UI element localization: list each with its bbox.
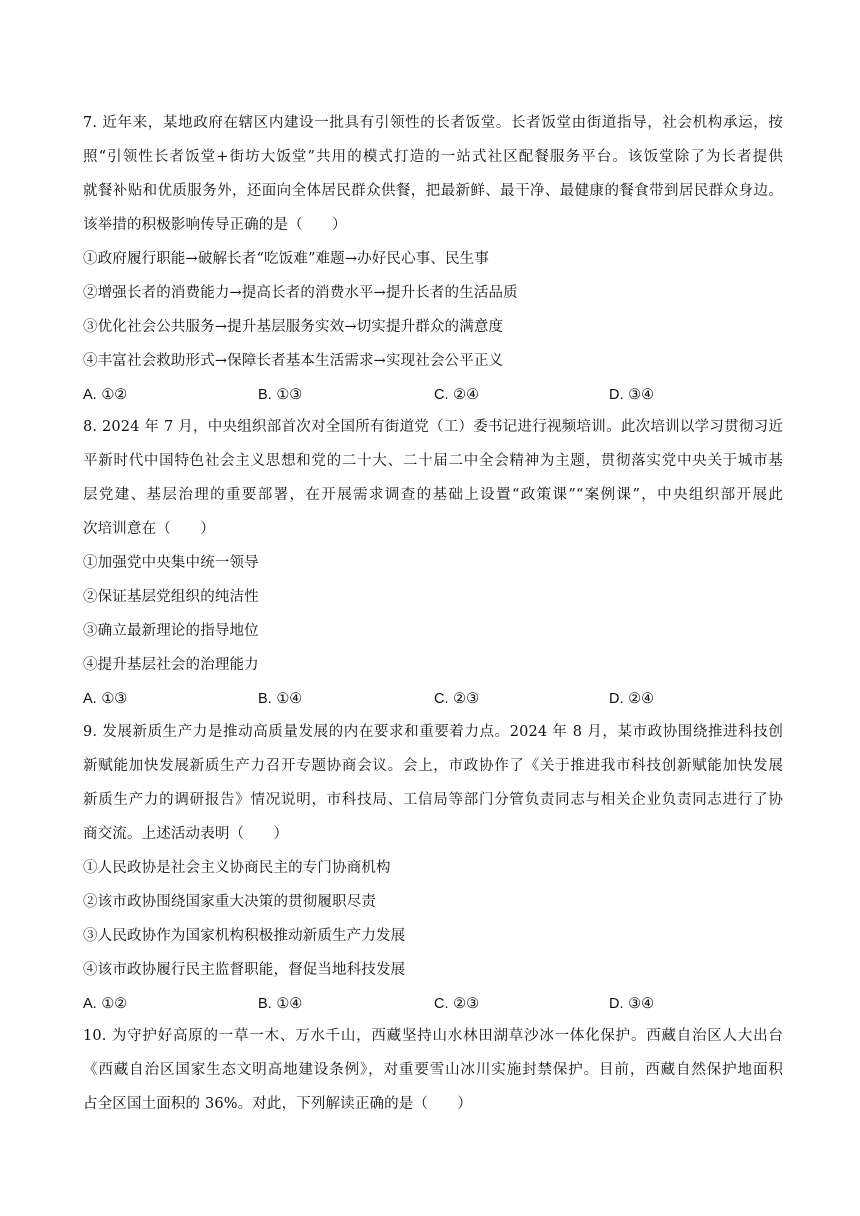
statement-3: ③优化社会公共服务→提升基层服务实效→切实提升群众的满意度 [83,319,504,335]
stem-line: 平新时代中国特色社会主义思想和党的二十大、二十届二中全会精神为主题，贯彻落实党中央关于城市基 [83,453,783,469]
statement-3: ③人民政协作为国家机构积极推动新质生产力发展 [83,928,406,944]
statement-1: ①政府履行职能→破解长者“吃饭难”难题→办好民心事、民生事 [83,251,489,267]
option-letter: C. [434,387,449,403]
option-text: ①③ [276,387,303,403]
stem-line: 占全区国土面积的 36%。对此，下列解读正确的是（ ） [83,1096,473,1112]
stem-line: 该举措的积极影响传导正确的是（ ） [83,217,347,233]
statement-3: ③确立最新理论的指导地位 [83,623,259,639]
stem-line: 层党建、基层治理的重要部署，在开展需求调查的基础上设置“政策课”“案例课”，中央组织部开展此 [83,487,783,503]
question-stem [83,715,783,851]
option-c[interactable] [434,987,479,1021]
option-text: ①④ [276,691,303,707]
option-text: ②③ [453,996,480,1012]
option-letter: A. [83,387,97,403]
statement-2: ②增强长者的消费能力→提高长者的消费水平→提升长者的生活品质 [83,285,518,301]
option-text: ②③ [453,691,480,707]
statement-4: ④该市政协履行民主监督职能，督促当地科技发展 [83,962,406,978]
stem-line: 新赋能加快发展新质生产力召开专题协商会议。会上，市政协作了《关于推进我市科技创新赋能加快发展 [83,758,783,774]
question-7 [83,106,783,412]
stem-line: 《西藏自治区国家生态文明高地建设条例》，对重要雪山冰川实施封禁保护。目前，西藏自然保护地面积 [83,1062,783,1078]
stem-line: 就餐补贴和优质服务外，还面向全体居民群众供餐，把最新鲜、最干净、最健康的餐食带到居民群众身边。 [83,183,783,199]
option-letter: B. [258,996,272,1012]
option-text: ①② [101,387,128,403]
option-letter: D. [609,996,624,1012]
stem-line: 7. 近年来，某地政府在辖区内建设一批具有引领性的长者饭堂。长者饭堂由街道指导，社会机构承运，按 [83,115,783,131]
question-9 [83,715,783,1021]
option-text: ②④ [628,691,655,707]
option-letter: D. [609,387,624,403]
option-b[interactable] [258,378,302,412]
answer-options [83,378,783,412]
statement-2: ②保证基层党组织的纯洁性 [83,589,259,605]
option-a[interactable] [83,682,127,716]
stem-line: 新质生产力的调研报告》情况说明，市科技局、工信局等部门分管负责同志与相关企业负责同志进行了协 [83,792,783,808]
option-b[interactable] [258,682,302,716]
option-letter: C. [434,691,449,707]
option-d[interactable] [609,682,654,716]
question-10 [83,1019,783,1121]
option-text: ③④ [628,996,655,1012]
option-d[interactable] [609,987,654,1021]
question-stem [83,106,783,242]
statement-4: ④丰富社会救助形式→保障长者基本生活需求→实现社会公平正义 [83,353,504,369]
option-a[interactable] [83,378,127,412]
answer-options [83,987,783,1021]
option-c[interactable] [434,378,479,412]
option-letter: D. [609,691,624,707]
stem-line: 商交流。上述活动表明（ ） [83,826,289,842]
answer-options [83,682,783,716]
stem-line: 10. 为守护好高原的一草一木、万水千山，西藏坚持山水林田湖草沙冰一体化保护。西藏自治区人大出台 [83,1028,783,1044]
stem-line: 9. 发展新质生产力是推动高质量发展的内在要求和重要着力点。2024 年 8 月，某市政协围绕推进科技创 [83,724,783,740]
question-stem [83,410,783,546]
statement-1: ①加强党中央集中统一领导 [83,555,259,571]
stem-line: 8. 2024 年 7 月，中央组织部首次对全国所有街道党（工）委书记进行视频培训。此次培训以学习贯彻习近 [83,419,783,435]
statement-1: ①人民政协是社会主义协商民主的专门协商机构 [83,860,391,876]
option-text: ②④ [453,387,480,403]
question-8 [83,410,783,716]
option-text: ①② [101,996,128,1012]
option-letter: B. [258,387,272,403]
option-d[interactable] [609,378,654,412]
statement-4: ④提升基层社会的治理能力 [83,657,259,673]
question-stem [83,1019,783,1121]
option-letter: B. [258,691,272,707]
option-letter: A. [83,691,97,707]
stem-line: 次培训意在（ ） [83,521,215,537]
option-letter: A. [83,996,97,1012]
option-b[interactable] [258,987,302,1021]
statement-2: ②该市政协围绕国家重大决策的贯彻履职尽责 [83,894,376,910]
option-text: ①③ [101,691,128,707]
option-a[interactable] [83,987,127,1021]
stem-line: 照“引领性长者饭堂+街坊大饭堂”共用的模式打造的一站式社区配餐服务平台。该饭堂除了为长者提供 [83,149,783,165]
option-letter: C. [434,996,449,1012]
option-c[interactable] [434,682,479,716]
option-text: ①④ [276,996,303,1012]
option-text: ③④ [628,387,655,403]
